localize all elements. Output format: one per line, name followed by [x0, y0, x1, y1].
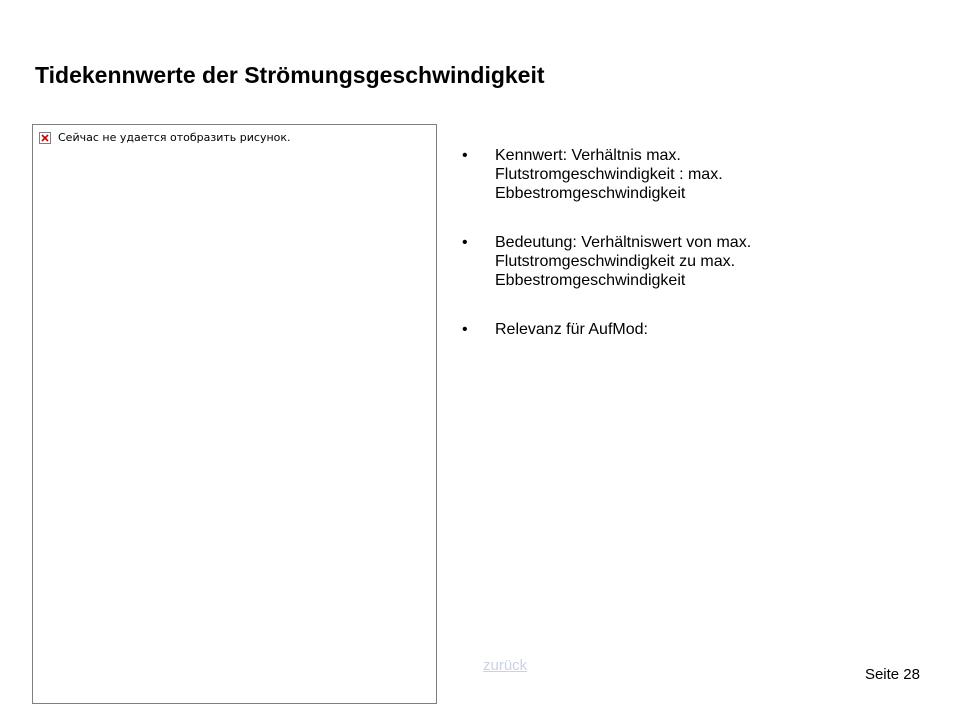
bullet-text: Relevanz für AufMod: — [495, 321, 648, 338]
bullet-item-kennwert — [462, 146, 832, 203]
image-placeholder — [32, 124, 437, 704]
broken-image-icon — [39, 132, 51, 144]
back-link[interactable]: zurück — [483, 657, 528, 674]
image-error-message: Сейчас не удается отобразить рисунок. — [58, 131, 291, 144]
bullet-text: Kennwert: Verhältnis max. Flutstromgeschwindigkeit : max. Ebbestromgeschwindigkeit — [495, 147, 723, 202]
bullet-item-bedeutung — [462, 233, 832, 290]
bullet-marker: • — [462, 234, 468, 251]
bullet-marker: • — [462, 321, 468, 338]
page-number: Seite 28 — [864, 666, 920, 683]
bullet-marker: • — [462, 147, 468, 164]
bullet-text: Bedeutung: Verhältniswert von max. Flutstromgeschwindigkeit zu max. Ebbestromgeschwindigkeit — [495, 234, 752, 289]
bullet-list — [462, 146, 832, 369]
slide-title: Tidekennwerte der Strömungsgeschwindigkeit — [35, 62, 545, 88]
bullet-item-relevanz — [462, 320, 832, 339]
